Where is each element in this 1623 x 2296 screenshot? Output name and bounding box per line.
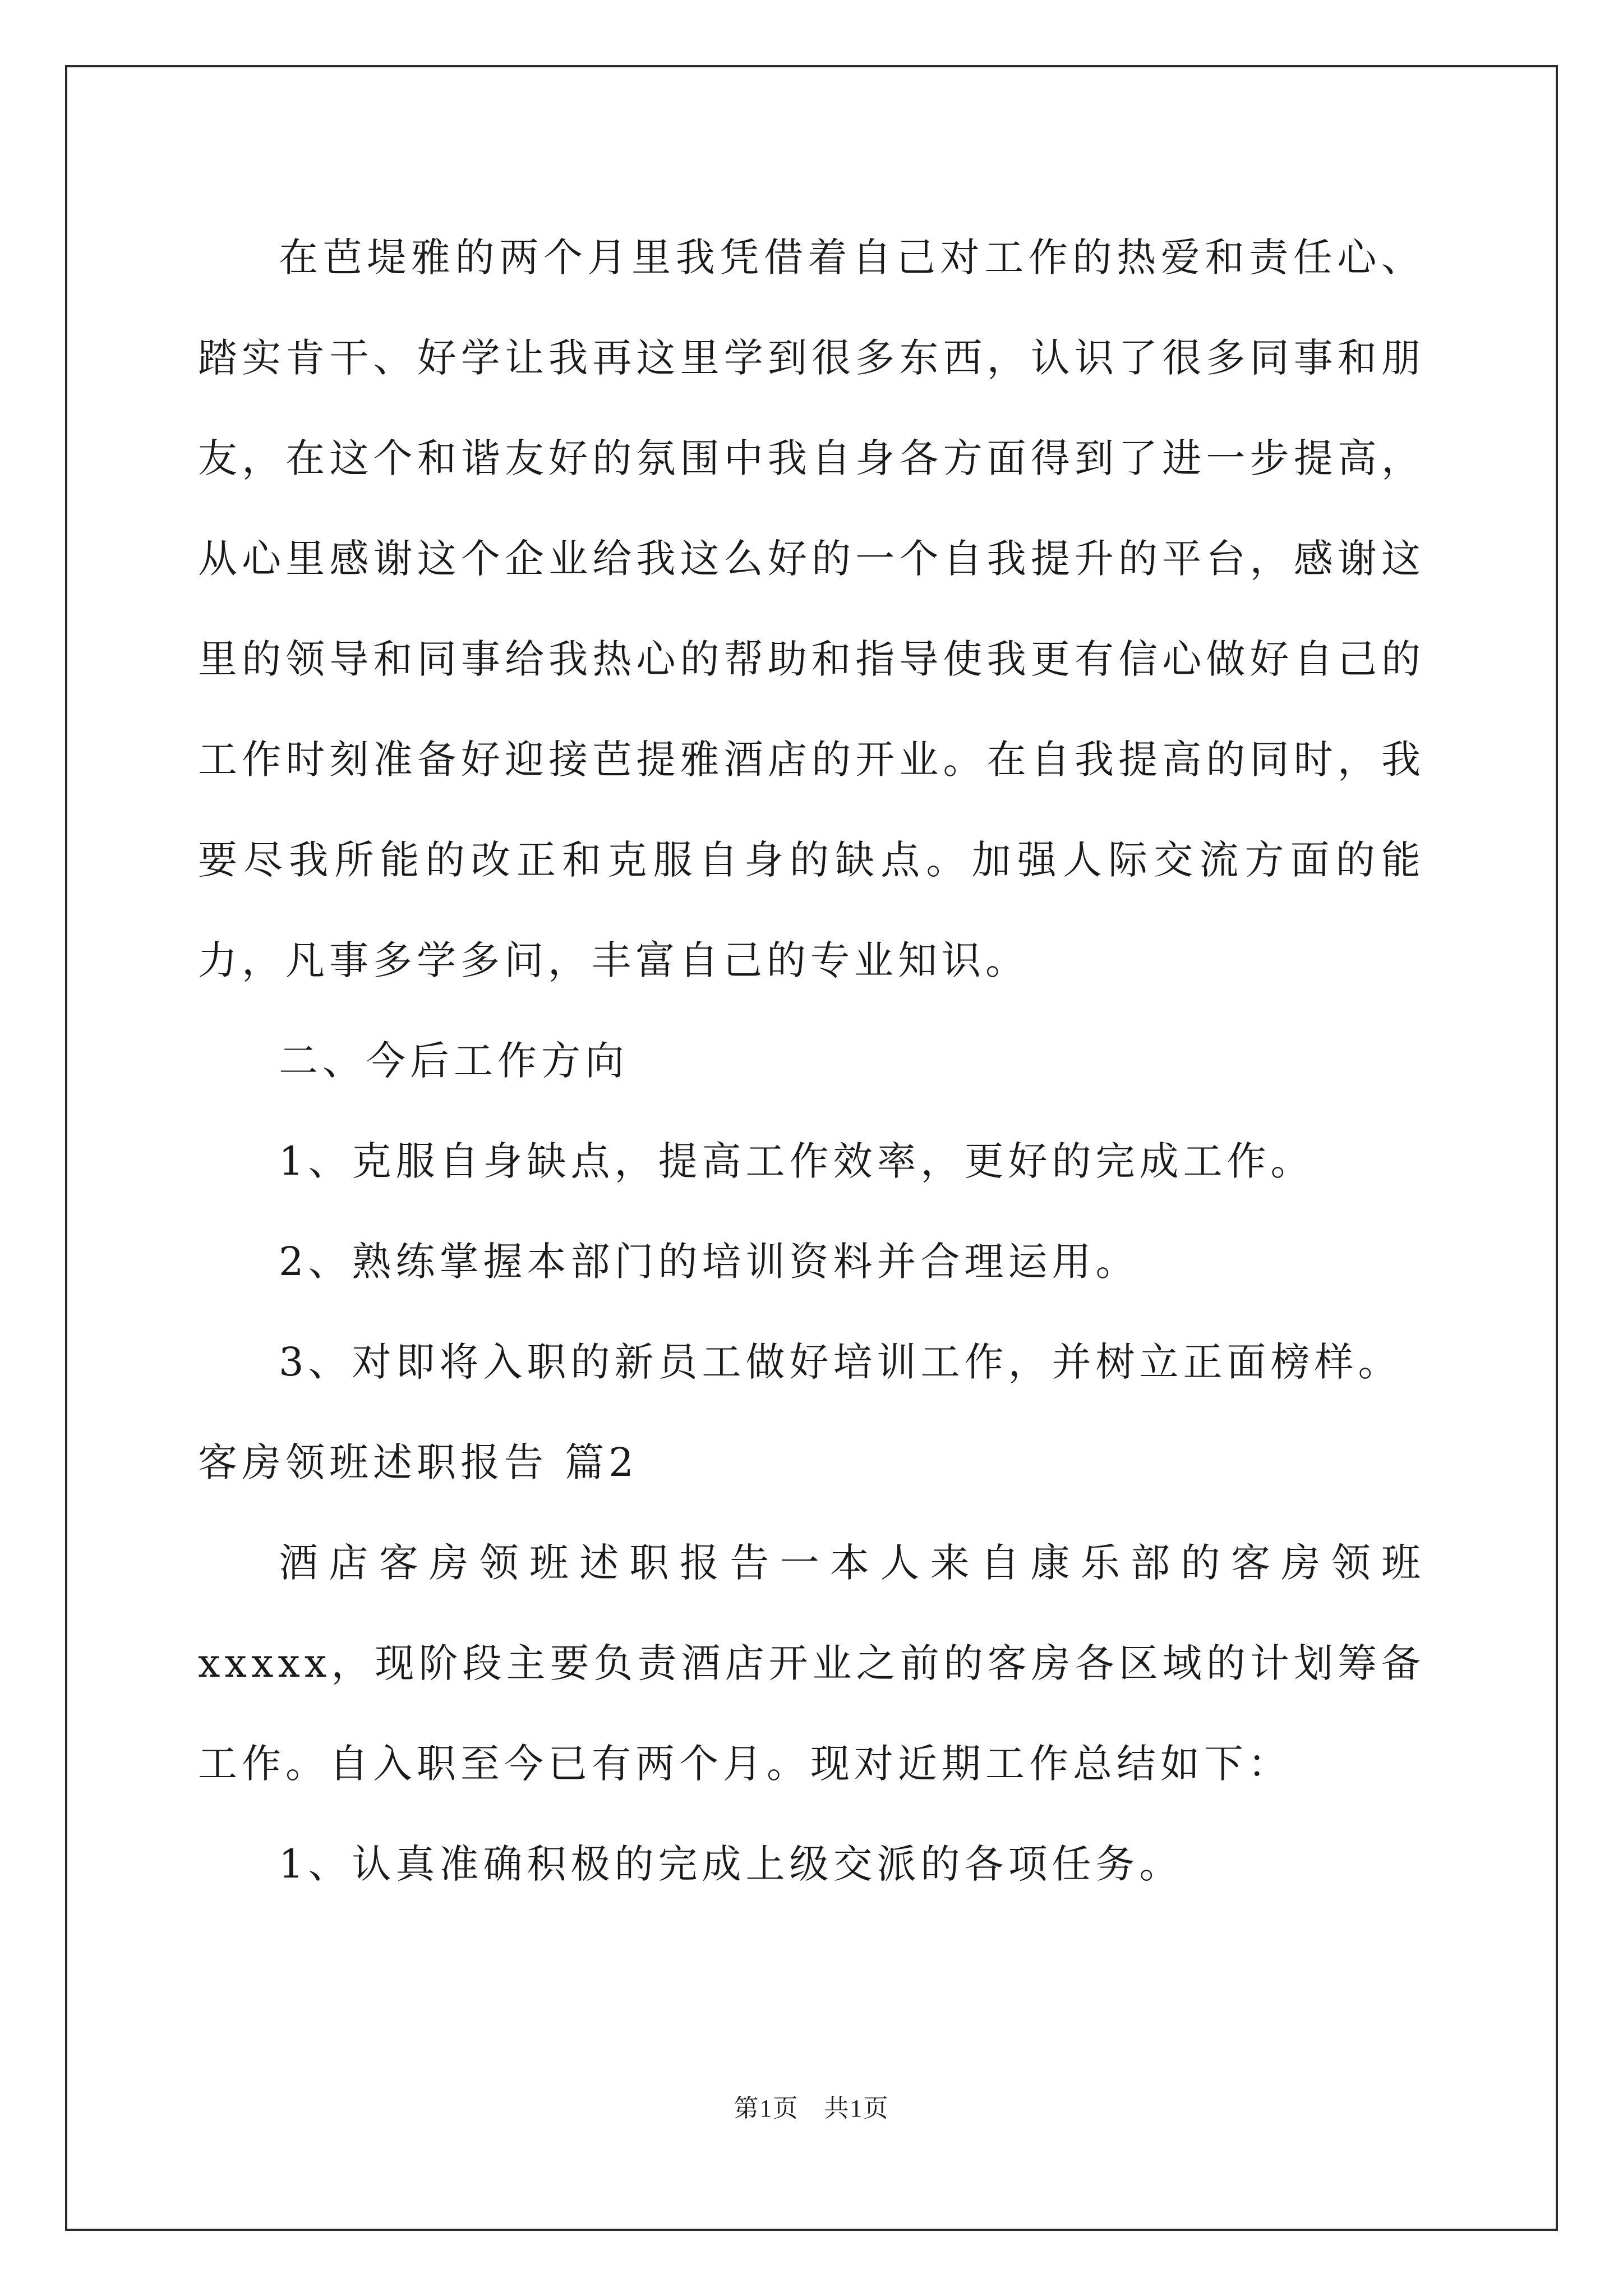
paragraph-subheading-future-direction: 二、今后工作方向 <box>279 1038 629 1084</box>
paragraph-item-2: 2、熟练掌握本部门的培训资料并合理运用。 <box>279 1239 1140 1285</box>
page-number-total: 共1页 <box>824 2095 889 2122</box>
section-heading: 客房领班述职报告 篇2 <box>198 1439 638 1485</box>
page-number-current: 第1页 <box>734 2095 799 2122</box>
paragraph-intro: 在芭堤雅的两个月里我凭借着自己对工作的热爱和责任心、踏实肯干、好学让我再这里学到很多东西，认识了很多同事和朋友，在这个和谐友好的氛围中我自身各方面得到了进一步提高，从心里感谢这个企业给我这么好的一个自我提升的平台，感谢这里的领导和同事给我热心的帮助和指导使我更有信心做好自己的工作时刻准备好迎接芭提雅酒店的开业。在自我提高的同时，我要尽我所能的改正和克服自身的缺点。加强人际交流方面的能力，凡事多学多问，丰富自己的专业知识。 <box>198 234 1425 983</box>
paragraph-report-item-1: 1、认真准确积极的完成上级交派的各项任务。 <box>279 1841 1183 1887</box>
document-body <box>198 208 1425 1915</box>
paragraph-item-1: 1、克服自身缺点，提高工作效率，更好的完成工作。 <box>279 1138 1315 1184</box>
paragraph-report-intro: 酒店客房领班述职报告一本人来自康乐部的客房领班xxxxx，现阶段主要负责酒店开业之前的客房各区域的计划筹备工作。自入职至今已有两个月。现对近期工作总结如下： <box>198 1540 1425 1787</box>
page-footer <box>0 2088 1623 2124</box>
paragraph-item-3: 3、对即将入职的新员工做好培训工作，并树立正面榜样。 <box>279 1339 1402 1385</box>
